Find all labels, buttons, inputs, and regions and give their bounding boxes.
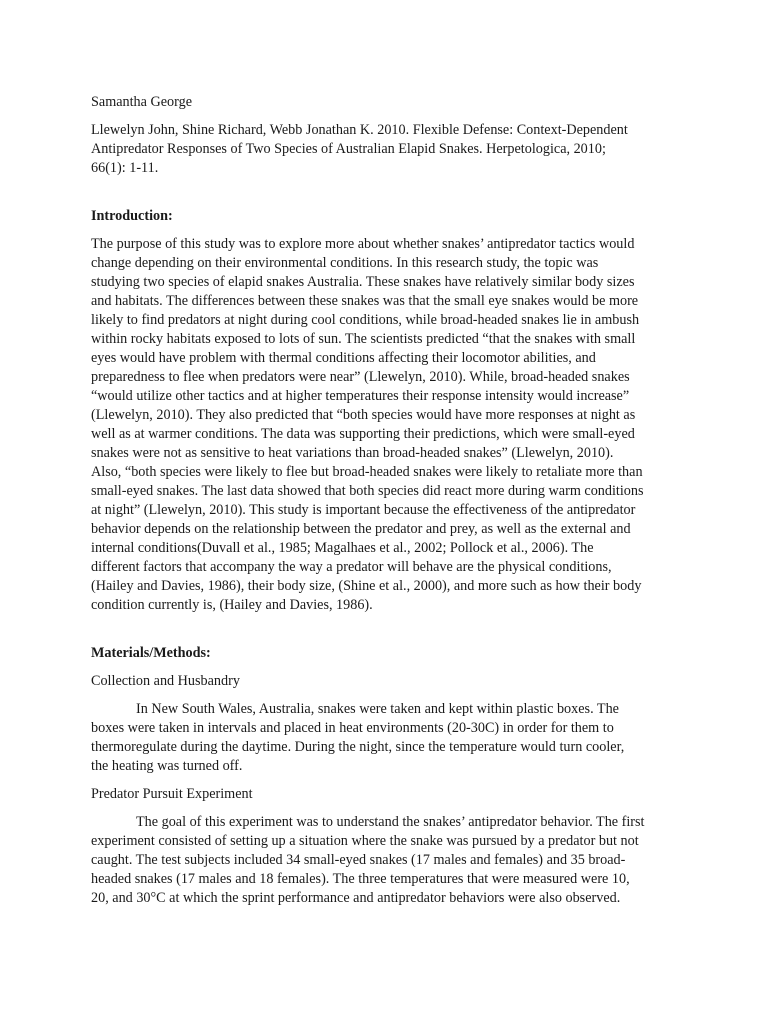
spacer bbox=[91, 226, 691, 235]
paragraph-line: “would utilize other tactics and at higher temperatures their response intensity would increase” bbox=[91, 388, 630, 404]
spacer bbox=[91, 615, 691, 644]
paragraph-line: (Llewelyn, 2010). They also predicted that “both species would have more responses at night as bbox=[91, 407, 636, 423]
paragraph-line: preparedness to flee when predators were near” (Llewelyn, 2010). While, broad-headed snakes bbox=[91, 369, 630, 385]
paragraph-line: within rocky habitats exposed to lots of sun. The scientists predicted “that the snakes with small bbox=[91, 331, 636, 347]
paragraph-line: caught. The test subjects included 34 small-eyed snakes (17 males and females) and 35 broad- bbox=[91, 852, 626, 868]
paragraph-line: Also, “both species were likely to flee but broad-headed snakes were likely to retaliate more than bbox=[91, 464, 643, 480]
document-page bbox=[91, 93, 691, 908]
author-name: Samantha George bbox=[91, 94, 192, 110]
collection-paragraph bbox=[91, 700, 691, 776]
paragraph-line: behavior depends on the relationship between the predator and prey, as well as the external and bbox=[91, 521, 631, 537]
paragraph-line: The goal of this experiment was to understand the snakes’ antipredator behavior. The first bbox=[136, 814, 645, 830]
paragraph-line: experiment consisted of setting up a situation where the snake was pursued by a predator but not bbox=[91, 833, 639, 849]
methods-heading: Materials/Methods: bbox=[91, 645, 211, 661]
spacer bbox=[91, 776, 691, 785]
paragraph-line: small-eyed snakes. The last data showed that both species did react more during warm conditions bbox=[91, 483, 644, 499]
paragraph-line: well as at warmer conditions. The data was supporting their predictions, which were small-eyed bbox=[91, 426, 635, 442]
introduction-heading: Introduction: bbox=[91, 208, 173, 224]
paragraph-line: thermoregulate during the daytime. During the night, since the temperature would turn cooler, bbox=[91, 739, 625, 755]
paragraph-line: snakes were not as sensitive to heat variations than broad-headed snakes” (Llewelyn, 2010). bbox=[91, 445, 614, 461]
paragraph-line: at night” (Llewelyn, 2010). This study is important because the effectiveness of the antipredator bbox=[91, 502, 636, 518]
citation-line: 66(1): 1-11. bbox=[91, 160, 159, 176]
paragraph-line: different factors that accompany the way a predator will behave are the physical conditions, bbox=[91, 559, 612, 575]
citation-line: Llewelyn John, Shine Richard, Webb Jonathan K. 2010. Flexible Defense: Context-Dependent bbox=[91, 122, 628, 138]
spacer bbox=[91, 804, 691, 813]
citation bbox=[91, 121, 691, 178]
pursuit-paragraph bbox=[91, 813, 691, 908]
paragraph-line: boxes were taken in intervals and placed in heat environments (20-30C) in order for them to bbox=[91, 720, 614, 736]
paragraph-line: condition currently is, (Hailey and Davies, 1986). bbox=[91, 597, 373, 613]
paragraph-line: the heating was turned off. bbox=[91, 758, 243, 774]
paragraph-line: likely to find predators at night during cool conditions, while broad-headed snakes lie in ambush bbox=[91, 312, 640, 328]
paragraph-line: headed snakes (17 males and 18 females). The three temperatures that were measured were 10, bbox=[91, 871, 630, 887]
spacer bbox=[91, 663, 691, 672]
paragraph-line: change depending on their environmental conditions. In this research study, the topic was bbox=[91, 255, 599, 271]
paragraph-line: studying two species of elapid snakes Australia. These snakes have relatively similar body sizes bbox=[91, 274, 635, 290]
paragraph-line: internal conditions(Duvall et al., 1985; Magalhaes et al., 2002; Pollock et al., 2006). The bbox=[91, 540, 594, 556]
paragraph-line: In New South Wales, Australia, snakes were taken and kept within plastic boxes. The bbox=[136, 701, 619, 717]
paragraph-line: The purpose of this study was to explore more about whether snakes’ antipredator tactics would bbox=[91, 236, 635, 252]
paragraph-line: and habitats. The differences between these snakes was that the small eye snakes would be more bbox=[91, 293, 639, 309]
spacer bbox=[91, 112, 691, 121]
introduction-paragraph bbox=[91, 235, 691, 615]
paragraph-line: 20, and 30°C at which the sprint performance and antipredator behaviors were also observed. bbox=[91, 890, 621, 906]
citation-line: Antipredator Responses of Two Species of Australian Elapid Snakes. Herpetologica, 2010; bbox=[91, 141, 606, 157]
paragraph-line: eyes would have problem with thermal conditions affecting their locomotor abilities, and bbox=[91, 350, 596, 366]
spacer bbox=[91, 691, 691, 700]
pursuit-subheading: Predator Pursuit Experiment bbox=[91, 786, 253, 802]
collection-subheading: Collection and Husbandry bbox=[91, 673, 240, 689]
spacer bbox=[91, 178, 691, 207]
paragraph-line: (Hailey and Davies, 1986), their body size, (Shine et al., 2000), and more such as how their body bbox=[91, 578, 642, 594]
